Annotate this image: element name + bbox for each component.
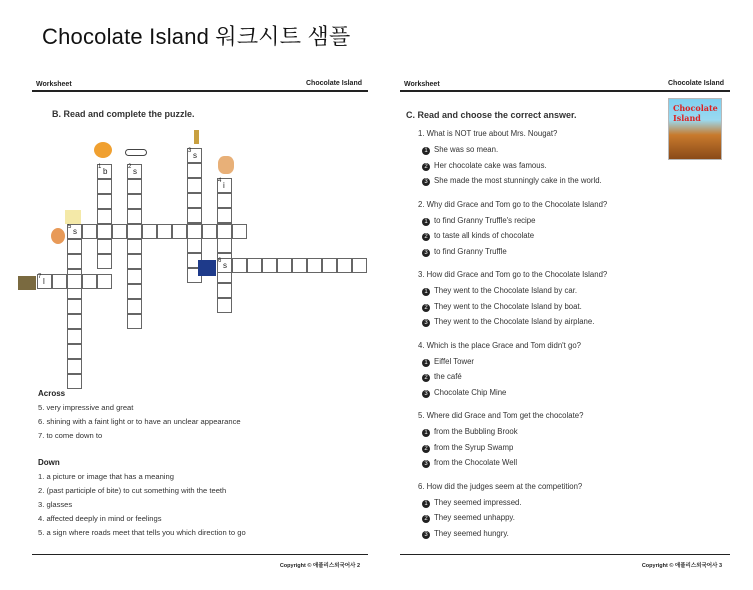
- option-number-icon: 3: [422, 460, 430, 468]
- down-clue: 2. (past participle of bite) to cut something with the teeth: [38, 486, 227, 495]
- page-header: [32, 78, 368, 92]
- question-text: 5. Where did Grace and Tom get the chocolate?: [418, 411, 584, 420]
- book-cover-title: Chocolate Island: [673, 103, 718, 123]
- answer-option[interactable]: [422, 427, 518, 437]
- question-text: 6. How did the judges seem at the competition?: [418, 481, 583, 491]
- header-left: Worksheet: [36, 81, 72, 88]
- clue-number: 6: [218, 258, 222, 264]
- option-text: Her chocolate cake was famous.: [434, 160, 547, 170]
- header-right: Chocolate Island: [667, 80, 724, 87]
- crossword-cell[interactable]: [217, 283, 232, 298]
- answer-option[interactable]: [422, 176, 602, 186]
- answer-option[interactable]: [422, 302, 582, 312]
- crossword-cell[interactable]: [187, 193, 202, 208]
- crossword-cell[interactable]: [82, 274, 97, 289]
- option-text: Chocolate Chip Mine: [434, 387, 507, 397]
- crossword-cell[interactable]: [127, 194, 142, 209]
- crossword-cell[interactable]: [97, 224, 112, 239]
- answer-option[interactable]: [422, 161, 547, 171]
- question-text: 3. How did Grace and Tom go to the Chocolate Island?: [418, 270, 608, 279]
- option-number-icon: 3: [422, 531, 430, 539]
- crossword-cell[interactable]: [217, 193, 232, 208]
- worksheet-page-right: [400, 78, 730, 570]
- crossword-cell[interactable]: [217, 298, 232, 313]
- page-footer: Copyright © 애플리스외국어사 2: [32, 554, 368, 569]
- crossword-cell[interactable]: [67, 314, 82, 329]
- crossword-cell[interactable]: [127, 269, 142, 284]
- option-text: from the Chocolate Well: [434, 458, 518, 467]
- option-number-icon: 3: [422, 319, 430, 327]
- crossword-cell[interactable]: [127, 314, 142, 329]
- crossword-cell[interactable]: [67, 254, 82, 269]
- crossword-cell[interactable]: [322, 258, 337, 273]
- option-text: They went to the Chocolate Island by boat.: [434, 301, 582, 311]
- crossword-cell[interactable]: [217, 224, 232, 239]
- crossword-cell[interactable]: [217, 208, 232, 223]
- option-number-icon: 1: [422, 429, 430, 437]
- crossword-cell[interactable]: [187, 163, 202, 178]
- down-clue: 3. glasses: [38, 500, 73, 509]
- clue-first-letter: b: [103, 167, 108, 176]
- crossword-cell[interactable]: [127, 179, 142, 194]
- crossword-cell[interactable]: [67, 359, 82, 374]
- crossword-cell[interactable]: [67, 239, 82, 254]
- answer-option[interactable]: [422, 443, 513, 453]
- option-text: to find Granny Truffle's recipe: [434, 215, 536, 225]
- crossword-cell[interactable]: [67, 329, 82, 344]
- section-title-c: C. Read and choose the correct answer.: [406, 110, 577, 120]
- crossword-cell[interactable]: [67, 299, 82, 314]
- crossword-cell[interactable]: [127, 284, 142, 299]
- crossword-cell[interactable]: [127, 239, 142, 254]
- across-clue: 6. shining with a faint light or to have an unclear appearance: [38, 417, 241, 426]
- crossword-cell[interactable]: [277, 258, 292, 273]
- crossword-cell[interactable]: [217, 238, 232, 253]
- crossword-cell[interactable]: [247, 258, 262, 273]
- option-text: They seemed impressed.: [434, 497, 522, 507]
- option-text: from the Syrup Swamp: [434, 442, 514, 452]
- clue-number: 1: [98, 164, 102, 170]
- option-text: to taste all kinds of chocolate: [434, 231, 535, 240]
- down-clue: 5. a sign where roads meet that tells you which direction to go: [38, 528, 246, 537]
- answer-option[interactable]: [422, 247, 507, 257]
- down-clues: [38, 456, 246, 540]
- signpost-picture-icon: [194, 130, 199, 144]
- page-title: Chocolate Island 워크시트 샘플: [42, 24, 351, 49]
- crossword-cell[interactable]: [97, 254, 112, 269]
- clue-first-letter: s: [133, 167, 137, 176]
- answer-option[interactable]: [422, 372, 462, 382]
- cartoon-picture-icon: [51, 228, 65, 244]
- answer-option[interactable]: [422, 513, 515, 523]
- crossword-cell[interactable]: [232, 224, 247, 239]
- answer-option[interactable]: [422, 357, 474, 367]
- crossword-cell[interactable]: [187, 224, 202, 239]
- question-text: 2. Why did Grace and Tom go to the Chocolate Island?: [418, 199, 608, 209]
- crossword-cell[interactable]: [127, 254, 142, 269]
- clue-first-letter: s: [223, 261, 227, 270]
- crossword-cell[interactable]: [307, 258, 322, 273]
- down-clue: 1. a picture or image that has a meaning: [38, 472, 174, 481]
- option-number-icon: 2: [422, 445, 430, 453]
- option-text: She made the most stunningly cake in the world.: [434, 176, 602, 185]
- page-footer: Copyright © 애플리스외국어사 3: [400, 554, 730, 569]
- crossword-cell[interactable]: [67, 274, 82, 289]
- clue-picture-icon: [65, 210, 81, 224]
- option-number-icon: 3: [422, 178, 430, 186]
- header-left: Worksheet: [404, 81, 440, 88]
- crossword-cell[interactable]: [142, 224, 157, 239]
- crossword-cell[interactable]: [172, 224, 187, 239]
- crossword-cell[interactable]: [292, 258, 307, 273]
- night-sky-picture-icon: [198, 260, 216, 276]
- option-number-icon: 1: [422, 359, 430, 367]
- crossword-cell[interactable]: [187, 178, 202, 193]
- option-number-icon: 2: [422, 374, 430, 382]
- page-header: [400, 78, 730, 92]
- question-text: 1. What is NOT true about Mrs. Nougat?: [418, 129, 558, 138]
- crossword-cell[interactable]: [97, 179, 112, 194]
- down-title: Down: [38, 458, 60, 467]
- crossword-cell[interactable]: [127, 299, 142, 314]
- option-text: She was so mean.: [434, 145, 499, 154]
- crossword-cell[interactable]: [112, 224, 127, 239]
- section-title-b: B. Read and complete the puzzle.: [52, 109, 195, 119]
- crossword-cell[interactable]: [127, 209, 142, 224]
- crossword-cell[interactable]: [187, 208, 202, 223]
- across-clues: [38, 387, 241, 443]
- clue-number: 5: [68, 224, 72, 230]
- answer-option[interactable]: [422, 286, 577, 296]
- answer-option[interactable]: [422, 529, 509, 539]
- header-right: Chocolate Island: [305, 80, 362, 87]
- crossword-cell[interactable]: [67, 344, 82, 359]
- option-text: Eiffel Tower: [434, 356, 475, 366]
- across-title: Across: [38, 389, 66, 398]
- option-text: They seemed unhappy.: [434, 513, 515, 522]
- worksheet-page-left: [32, 78, 368, 570]
- crossword-cell[interactable]: [97, 274, 112, 289]
- crossword-cell[interactable]: [187, 238, 202, 253]
- answer-option[interactable]: [422, 231, 534, 241]
- crossword-cell[interactable]: [52, 274, 67, 289]
- clue-first-letter: l: [43, 277, 45, 286]
- glasses-picture-icon: [125, 149, 147, 156]
- answer-option[interactable]: [422, 458, 517, 468]
- option-number-icon: 1: [422, 500, 430, 508]
- person-picture-icon: [218, 156, 234, 174]
- option-text: They seemed hungry.: [434, 528, 509, 538]
- question-text: 4. Which is the place Grace and Tom didn't go?: [418, 340, 582, 350]
- crossword-cell[interactable]: [352, 258, 367, 273]
- clue-number: 4: [218, 178, 222, 184]
- answer-option[interactable]: [422, 145, 498, 155]
- clue-first-letter: s: [73, 227, 77, 236]
- crossword-cell[interactable]: [82, 224, 97, 239]
- option-number-icon: 1: [422, 147, 430, 155]
- crossword-cell[interactable]: [262, 258, 277, 273]
- answer-option[interactable]: [422, 388, 506, 398]
- fruit-picture-icon: [94, 142, 112, 158]
- option-number-icon: 1: [422, 288, 430, 296]
- option-number-icon: 2: [422, 515, 430, 523]
- down-clue: 4. affected deeply in mind or feelings: [38, 514, 162, 523]
- clue-number: 7: [38, 274, 42, 280]
- option-text: to find Granny Truffle: [434, 246, 507, 256]
- across-clue: 7. to come down to: [38, 431, 103, 440]
- option-text: from the Bubbling Brook: [434, 427, 518, 436]
- option-text: They went to the Chocolate Island by car.: [434, 286, 578, 295]
- clue-first-letter: i: [223, 181, 225, 190]
- across-clue: 5. very impressive and great: [38, 403, 134, 412]
- clue-first-letter: s: [193, 151, 197, 160]
- clue-number: 3: [188, 148, 192, 154]
- answer-option[interactable]: [422, 216, 535, 226]
- crossword-cell[interactable]: [232, 258, 247, 273]
- landscape-picture-icon: [18, 276, 36, 290]
- option-number-icon: 2: [422, 163, 430, 171]
- crossword-cell[interactable]: [157, 224, 172, 239]
- clue-number: 2: [128, 164, 132, 170]
- option-number-icon: 2: [422, 233, 430, 241]
- option-text: the café: [434, 372, 462, 381]
- book-cover-image: [668, 98, 722, 160]
- option-number-icon: 1: [422, 218, 430, 226]
- option-text: They went to the Chocolate Island by airplane.: [434, 317, 595, 326]
- option-number-icon: 3: [422, 249, 430, 257]
- crossword-cell[interactable]: [97, 194, 112, 209]
- crossword-cell[interactable]: [97, 239, 112, 254]
- crossword-cell[interactable]: [202, 224, 217, 239]
- crossword-cell[interactable]: [337, 258, 352, 273]
- option-number-icon: 3: [422, 390, 430, 398]
- answer-option[interactable]: [422, 498, 522, 508]
- crossword-cell[interactable]: [127, 224, 142, 239]
- crossword-cell[interactable]: [97, 209, 112, 224]
- option-number-icon: 2: [422, 304, 430, 312]
- answer-option[interactable]: [422, 317, 594, 327]
